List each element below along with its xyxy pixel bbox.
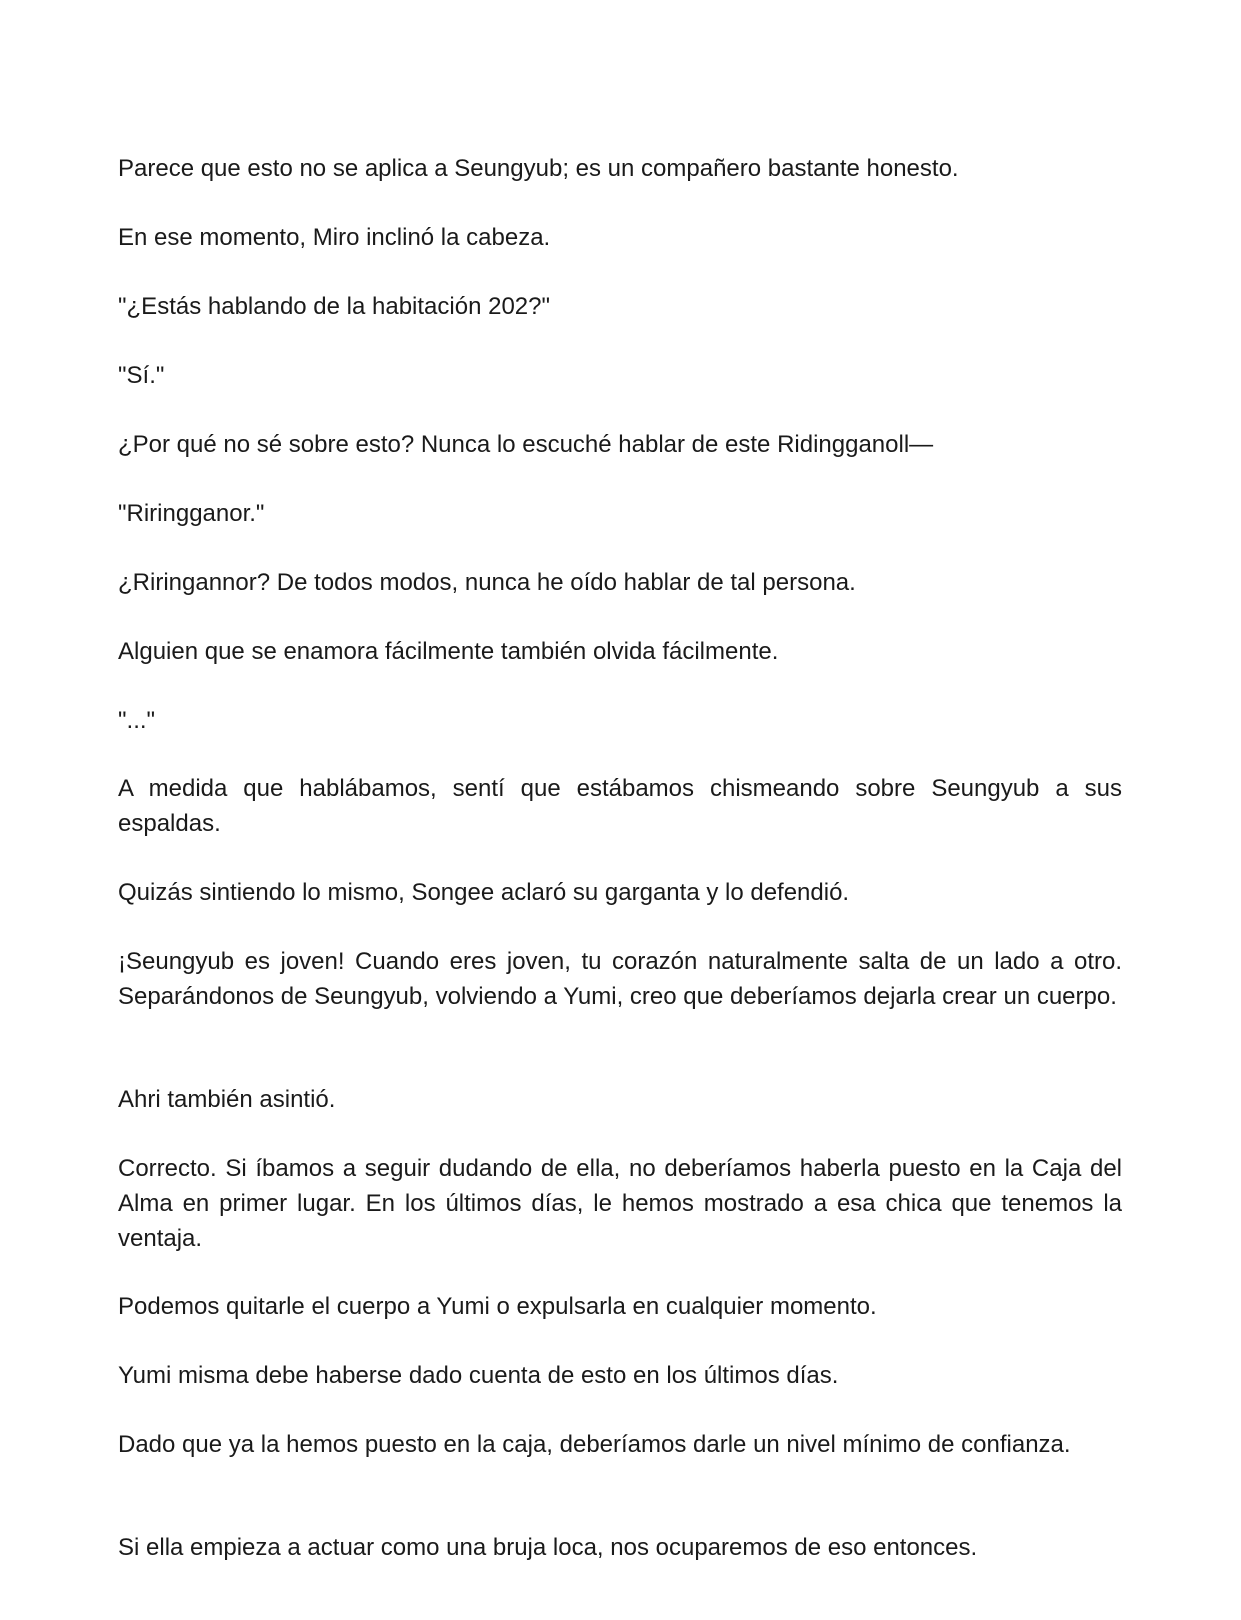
paragraph-15: Podemos quitarle el cuerpo a Yumi o expulsarla en cualquier momento. [118,1293,877,1320]
paragraph-4: "Sí." [118,362,165,389]
paragraph-3: "¿Estás hablando de la habitación 202?" [118,293,551,320]
paragraph-5: ¿Por qué no sé sobre esto? Nunca lo escuché hablar de este Ridingganoll— [118,431,934,458]
paragraph-2: En ese momento, Miro inclinó la cabeza. [118,224,551,251]
paragraph-11: Quizás sintiendo lo mismo, Songee aclaró su garganta y lo defendió. [118,879,850,906]
paragraph-1: Parece que esto no se aplica a Seungyub; es un compañero bastante honesto. [118,155,959,182]
paragraph-16: Yumi misma debe haberse dado cuenta de esto en los últimos días. [118,1362,839,1389]
paragraph-13: Ahri también asintió. [118,1086,336,1113]
paragraph-7: ¿Riringannor? De todos modos, nunca he oído hablar de tal persona. [118,569,856,596]
paragraph-6: "Riringganor." [118,500,265,527]
paragraph-12: ¡Seungyub es joven! Cuando eres joven, tu corazón naturalmente salta de un lado a otro. Separándonos de Seungyub, volviendo a Yumi, creo que deberíamos dejarla crear un cuerpo. [118,948,1122,1010]
paragraph-10: A medida que hablábamos, sentí que estábamos chismeando sobre Seungyub a sus espaldas. [118,775,1122,837]
paragraph-8: Alguien que se enamora fácilmente también olvida fácilmente. [118,638,779,665]
paragraph-9: "..." [118,707,156,734]
paragraph-14: Correcto. Si íbamos a seguir dudando de ella, no deberíamos haberla puesto en la Caja del Alma en primer lugar. En los últimos días, le hemos mostrado a esa chica que tenemos la ventaja. [118,1155,1122,1252]
paragraph-18: Si ella empieza a actuar como una bruja loca, nos ocuparemos de eso entonces. [118,1534,978,1561]
paragraph-17: Dado que ya la hemos puesto en la caja, deberíamos darle un nivel mínimo de confianza. [118,1431,1071,1458]
